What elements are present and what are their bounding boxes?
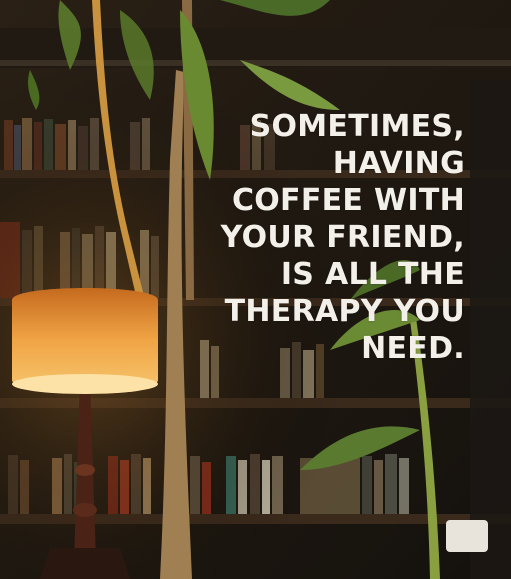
quote-line: IS ALL THE — [280, 257, 465, 292]
quote-line: COFFEE WITH — [231, 183, 465, 218]
quote-line: SOMETIMES, — [249, 109, 465, 144]
quote-line: NEED. — [361, 331, 465, 366]
overlay-quote — [145, 108, 465, 367]
quote-line: THERAPY YOU — [224, 294, 465, 329]
quote-line: YOUR FRIEND, — [220, 220, 465, 255]
quote-line: HAVING — [332, 146, 465, 181]
